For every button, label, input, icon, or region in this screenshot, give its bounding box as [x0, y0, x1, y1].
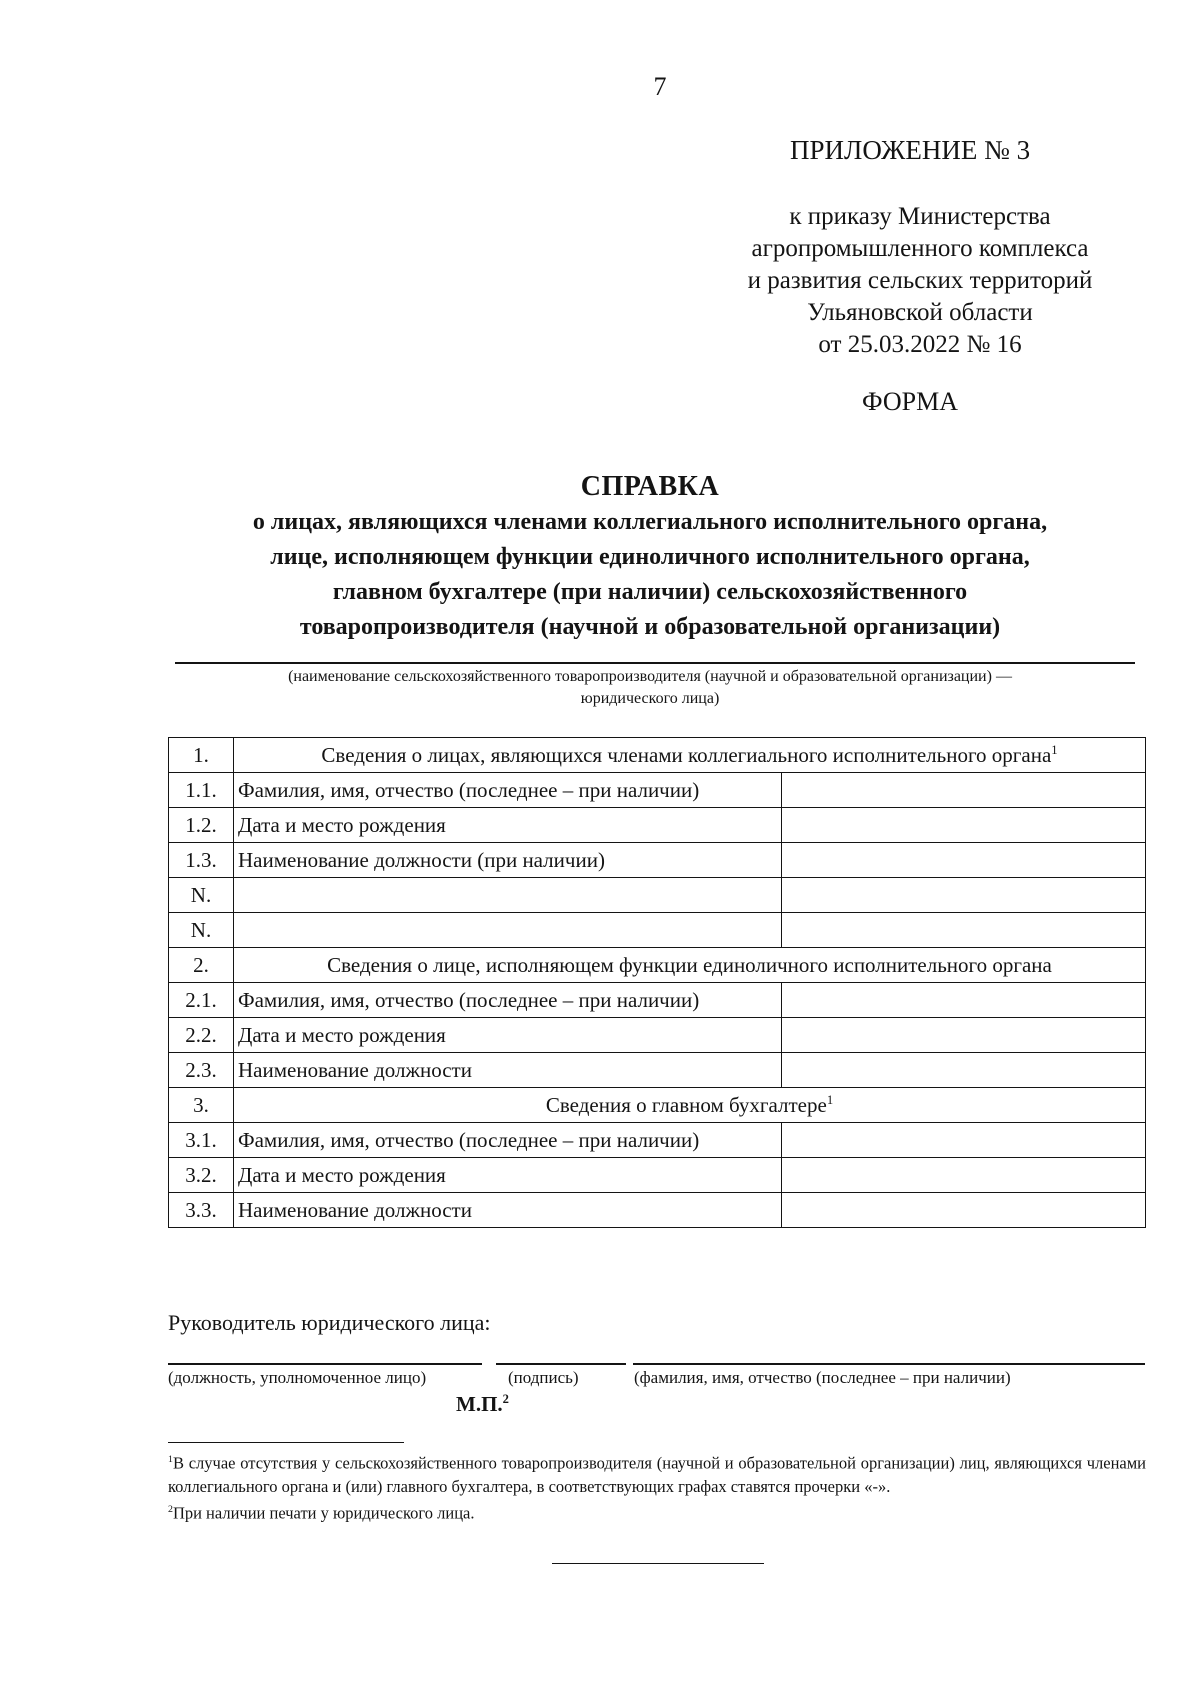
value-cell[interactable]	[782, 773, 1146, 808]
section-title	[234, 738, 1146, 773]
signature-caption: (подпись)	[508, 1368, 579, 1387]
value-cell[interactable]	[782, 983, 1146, 1018]
footnote-divider	[168, 1442, 404, 1443]
caption-line: юридического лица)	[580, 690, 720, 707]
footnote-ref: 1	[826, 1092, 834, 1107]
signature-line[interactable]	[496, 1363, 626, 1365]
value-cell[interactable]	[782, 1123, 1146, 1158]
section-title-text: Сведения о лицах, являющихся членами коллегиального исполнительного органа	[321, 742, 1052, 767]
row-number: 2.	[169, 948, 234, 983]
table-row	[169, 773, 1146, 808]
page-number: 7	[653, 72, 667, 101]
row-label[interactable]	[234, 913, 782, 948]
value-cell[interactable]	[782, 1053, 1146, 1088]
position-caption: (должность, уполномоченное лицо)	[168, 1368, 427, 1387]
order-line: и развития сельских территорий	[747, 267, 1093, 294]
head-label: Руководитель юридического лица:	[168, 1310, 491, 1335]
section-row	[169, 738, 1146, 773]
value-cell[interactable]	[782, 843, 1146, 878]
org-name-line[interactable]	[175, 662, 1135, 664]
subtitle-line: о лицах, являющихся членами коллегиального исполнительного органа,	[252, 509, 1048, 535]
row-label: Наименование должности	[234, 1193, 782, 1228]
row-number: 1.2.	[169, 808, 234, 843]
footnote-text: При наличии печати у юридического лица.	[172, 1503, 475, 1522]
row-label: Наименование должности (при наличии)	[234, 843, 782, 878]
table-row	[169, 1123, 1146, 1158]
table-row	[169, 983, 1146, 1018]
table-row	[169, 1193, 1146, 1228]
org-name-caption	[160, 666, 1140, 710]
section-title	[234, 1088, 1146, 1123]
subtitle-line: товаропроизводителя (научной и образовательной организации)	[299, 614, 1001, 640]
section-row	[169, 948, 1146, 983]
section-row	[169, 1088, 1146, 1123]
value-cell[interactable]	[782, 808, 1146, 843]
table-row	[169, 878, 1146, 913]
row-label: Дата и место рождения	[234, 808, 782, 843]
footnote-mark: 2	[168, 1503, 173, 1515]
subtitle-line: лице, исполняющем функции единоличного исполнительного органа,	[270, 544, 1030, 570]
value-cell[interactable]	[782, 878, 1146, 913]
table-row	[169, 1053, 1146, 1088]
order-line: агропромышленного комплекса	[751, 235, 1089, 262]
value-cell[interactable]	[782, 1018, 1146, 1053]
footnote-text: В случае отсутствия у сельскохозяйственного товаропроизводителя (научной и образовательной организации) лиц, являющихся членами коллегиального органа и (или) главного бухгалтера, в соответствующих графах ставятся прочерки «-».	[168, 1453, 1146, 1496]
row-number: 3.1.	[169, 1123, 234, 1158]
footnote-1	[168, 1448, 1146, 1498]
stamp-text: М.П.	[456, 1392, 503, 1416]
footnote-ref: 2	[502, 1392, 509, 1406]
document-subtitle	[160, 505, 1140, 645]
row-number: 3.3.	[169, 1193, 234, 1228]
appendix-title: ПРИЛОЖЕНИЕ № 3	[790, 135, 1031, 165]
order-line: к приказу Министерства	[789, 203, 1051, 230]
form-label: ФОРМА	[862, 387, 958, 416]
table-row	[169, 1018, 1146, 1053]
row-number: 1.1.	[169, 773, 234, 808]
row-label: Фамилия, имя, отчество (последнее – при наличии)	[234, 983, 782, 1018]
footnotes	[168, 1448, 1146, 1524]
footnote-2	[168, 1498, 1146, 1525]
row-number: 3.	[169, 1088, 234, 1123]
row-label: Дата и место рождения	[234, 1158, 782, 1193]
position-line[interactable]	[168, 1363, 482, 1365]
footnote-ref: 1	[1051, 742, 1058, 757]
row-label: Фамилия, имя, отчество (последнее – при наличии)	[234, 1123, 782, 1158]
row-number: N.	[169, 878, 234, 913]
row-label: Фамилия, имя, отчество (последнее – при наличии)	[234, 773, 782, 808]
section-title: Сведения о лице, исполняющем функции единоличного исполнительного органа	[234, 948, 1146, 983]
name-caption: (фамилия, имя, отчество (последнее – при наличии)	[634, 1368, 1011, 1387]
section-title-text: Сведения о главном бухгалтере	[545, 1092, 827, 1117]
name-line[interactable]	[633, 1363, 1145, 1365]
value-cell[interactable]	[782, 913, 1146, 948]
stamp-place	[456, 1392, 509, 1417]
row-number: 3.2.	[169, 1158, 234, 1193]
order-line: от 25.03.2022 № 16	[818, 331, 1022, 358]
order-line: Ульяновской области	[807, 299, 1033, 326]
row-number: N.	[169, 913, 234, 948]
order-reference	[700, 201, 1140, 361]
row-label[interactable]	[234, 878, 782, 913]
table-row	[169, 1158, 1146, 1193]
row-label: Наименование должности	[234, 1053, 782, 1088]
row-number: 2.1.	[169, 983, 234, 1018]
document-title: СПРАВКА	[580, 471, 720, 502]
table-row	[169, 913, 1146, 948]
table-row	[169, 843, 1146, 878]
row-label: Дата и место рождения	[234, 1018, 782, 1053]
caption-line: (наименование сельскохозяйственного товаропроизводителя (научной и образовательной организации) —	[288, 668, 1012, 685]
row-number: 1.3.	[169, 843, 234, 878]
value-cell[interactable]	[782, 1193, 1146, 1228]
table-row	[169, 808, 1146, 843]
end-divider	[552, 1563, 764, 1564]
value-cell[interactable]	[782, 1158, 1146, 1193]
row-number: 1.	[169, 738, 234, 773]
subtitle-line: главном бухгалтере (при наличии) сельскохозяйственного	[332, 579, 968, 605]
row-number: 2.3.	[169, 1053, 234, 1088]
row-number: 2.2.	[169, 1018, 234, 1053]
footnote-mark: 1	[168, 1454, 173, 1465]
info-table	[168, 737, 1146, 1228]
